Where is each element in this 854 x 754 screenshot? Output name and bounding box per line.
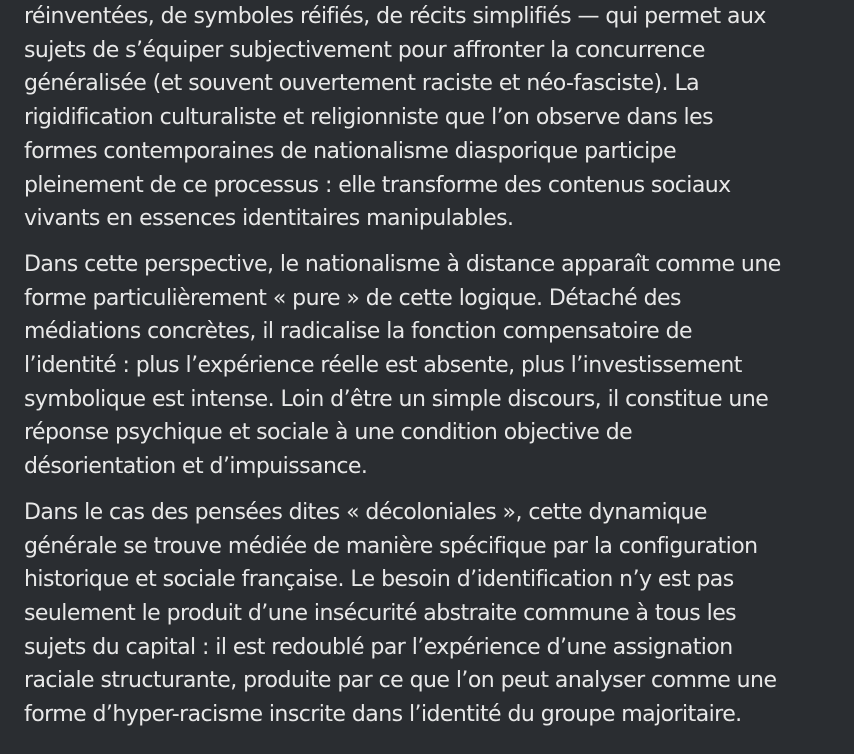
text-line: réponse psychique et sociale à une condition objective de [24, 420, 633, 446]
text-line: générale se trouve médiée de manière spécifique par la configuration [24, 533, 758, 559]
text-line: sujets de s’équiper subjectivement pour affronter la concurrence [24, 37, 705, 63]
text-line: Dans le cas des pensées dites « décoloniales », cette dynamique [24, 499, 707, 525]
paragraph-3 [24, 496, 844, 732]
text-line: médiations concrètes, il radicalise la fonction compensatoire de [24, 319, 692, 345]
paragraph-2 [24, 248, 844, 484]
text-line: seulement le produit d’une insécurité abstraite commune à tous les [24, 600, 737, 626]
text-line: Dans cette perspective, le nationalisme à distance apparaît comme une [24, 251, 781, 277]
text-line: rigidification culturaliste et religionniste que l’on observe dans les [24, 105, 714, 131]
text-line: sujets du capital : il est redoublé par l’expérience d’une assignation [24, 634, 733, 660]
text-line: forme particulièrement « pure » de cette logique. Détaché des [24, 285, 681, 311]
paragraph-1 [24, 0, 844, 236]
text-line: symbolique est intense. Loin d’être un simple discours, il constitue une [24, 386, 769, 412]
text-line: désorientation et d’impuissance. [24, 454, 368, 480]
text-line: pleinement de ce processus : elle transforme des contenus sociaux [24, 172, 731, 198]
text-line: généralisée (et souvent ouvertement raciste et néo-fasciste). La [24, 71, 700, 97]
text-line: forme d’hyper-racisme inscrite dans l’identité du groupe majoritaire. [24, 702, 742, 728]
text-line: historique et sociale française. Le besoin d’identification n’y est pas [24, 567, 734, 593]
text-line: vivants en essences identitaires manipulables. [24, 206, 514, 232]
text-line: formes contemporaines de nationalisme diasporique participe [24, 138, 677, 164]
text-line: réinventées, de symboles réifiés, de récits simplifiés — qui permet aux [24, 4, 766, 29]
text-line: l’identité : plus l’expérience réelle est absente, plus l’investissement [24, 353, 742, 379]
text-line: raciale structurante, produite par ce que l’on peut analyser comme une [24, 668, 777, 694]
